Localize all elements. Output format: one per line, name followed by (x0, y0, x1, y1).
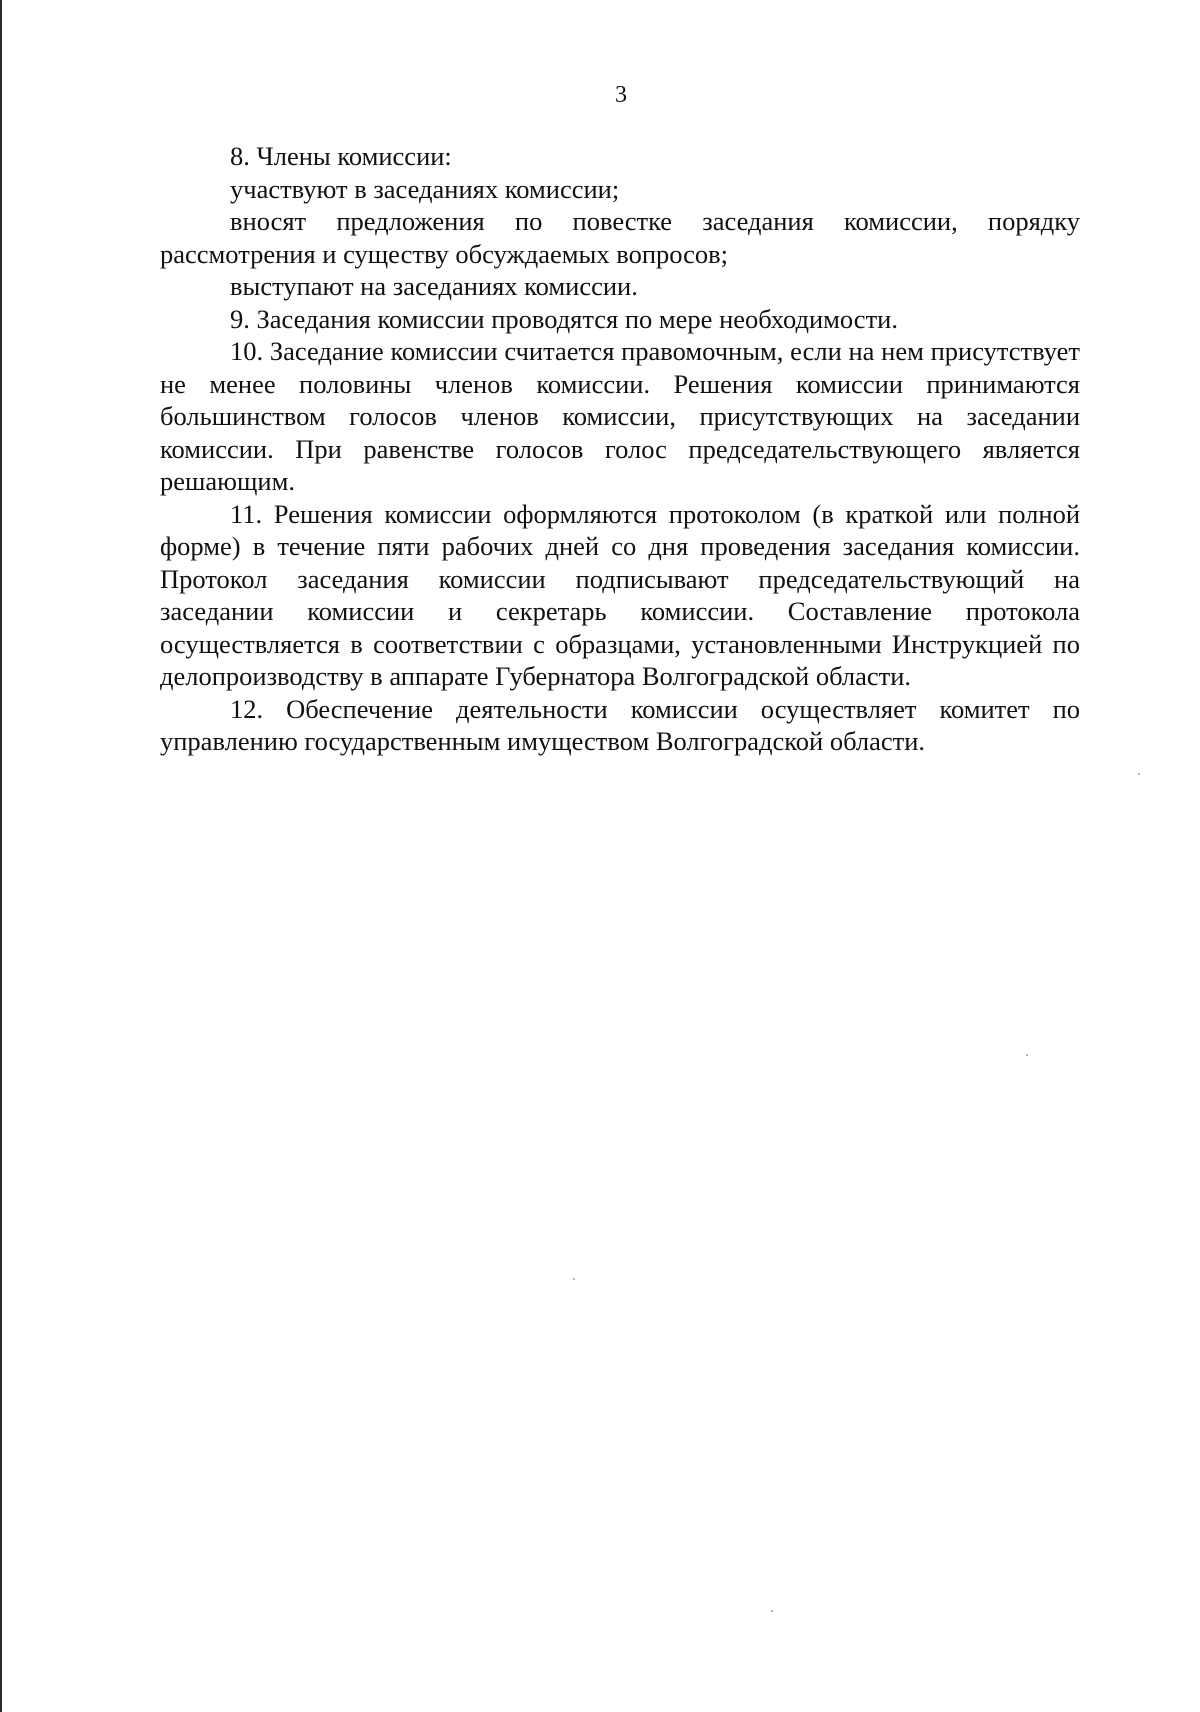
paragraph-9: 9. Заседания комиссии проводятся по мере необходимости. (230, 303, 898, 334)
paragraph-11: 11. Решения комиссии оформляются протоколом (в краткой или полной форме) в течение пяти рабочих дней со дня проведения заседания комиссии. Протокол заседания комиссии подписывают председательствующий на заседании комиссии и секретарь комиссии. Составление протокола осуществляется в соответствии с образцами, установленными Инструкцией по делопроизводству в аппарате Губернатора Волгоградской области. (160, 498, 1080, 691)
scan-speck (1026, 1054, 1028, 1056)
paragraph-8: 8. Члены комиссии: (230, 141, 452, 171)
paragraph-8-item-propose: вносят предложения по повестке заседания комиссии, порядку рассмотрения и существу обсуждаемых вопросов; (160, 206, 1080, 269)
scan-speck (1138, 773, 1140, 775)
scan-speck (573, 1278, 575, 1280)
document-body (160, 140, 1080, 758)
page-number: 3 (615, 82, 627, 108)
paragraph-12: 12. Обеспечение деятельности комиссии осуществляет комитет по управлению государственным имуществом Волгоградской области. (160, 693, 1080, 756)
paragraph-10: 10. Заседание комиссии считается правомочным, если на нем присутствует не менее половины членов комиссии. Решения комиссии принимаются большинством голосов членов комиссии, присутствующих на заседании комиссии. При равенстве голосов голос председательствующего является решающим. (160, 336, 1080, 496)
paragraph-8-item-participate: участвуют в заседаниях комиссии; (230, 173, 620, 204)
scan-left-edge (0, 0, 2, 1712)
paragraph-8-item-speak: выступают на заседаниях комиссии. (230, 271, 638, 301)
scan-speck (771, 1610, 773, 1612)
